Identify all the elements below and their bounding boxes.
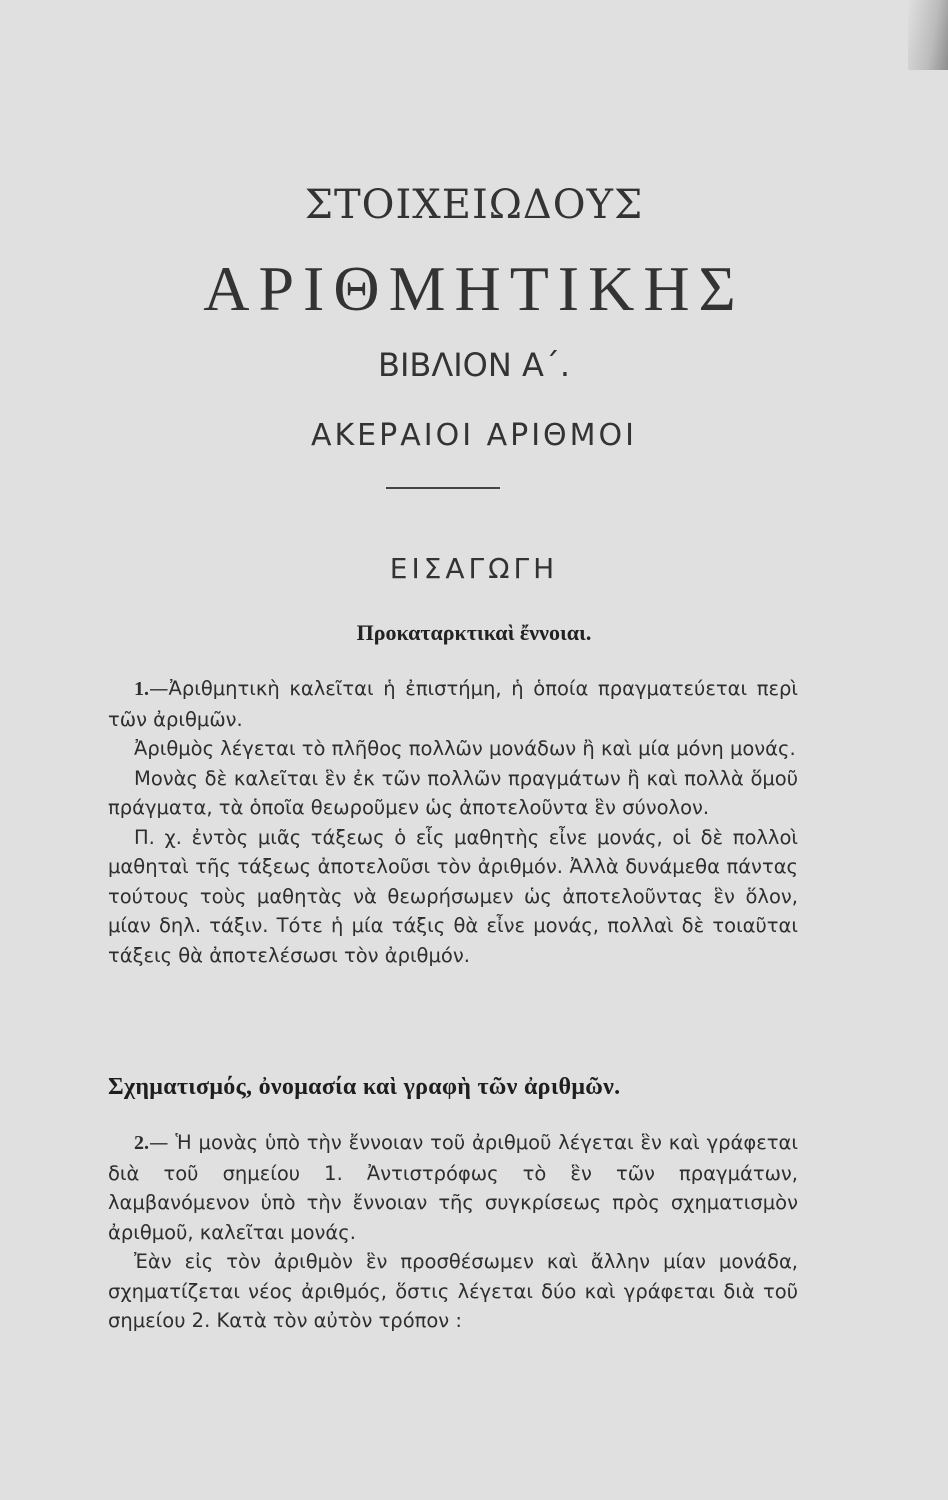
paragraph-5 [108, 1128, 798, 1247]
paragraph-1 [108, 674, 798, 734]
intro-subheading: Προκαταρκτικαὶ ἔννοιαι. [356, 620, 592, 645]
paragraph-6: Ἐὰν εἰς τὸν ἀριθμὸν ἓν προσθέσωμεν καὶ ἄλλην μίαν μονάδα, σχηματίζεται νέος ἀριθμός, ὅστις λέγεται δύο καὶ γράφεται διὰ τοῦ σημείου 2. Κατὰ τὸν αὐτὸν τρόπον : [108, 1250, 798, 1332]
paragraph-2: Ἀριθμὸς λέγεται τὸ πλῆθος πολλῶν μονάδων ἢ καὶ μία μόνη μονάς. [134, 737, 796, 760]
paragraph-4: Π. χ. ἐντὸς μιᾶς τάξεως ὁ εἷς μαθητὴς εἶνε μονάς, οἱ δὲ πολλοὶ μαθηταὶ τῆς τάξεως ἀποτελοῦσι τὸν ἀριθμόν. Ἀλλὰ δυνάμεθα πάντας τούτους τοὺς μαθητὰς νὰ θεωρήσωμεν ὡς ἀποτελοῦντας ἓν ὅλον, μίαν δηλ. τάξιν. Τότε ἡ μία τάξις θὰ εἶνε μονάς, πολλαὶ δὲ τοιαῦται τάξεις θὰ ἀποτελέσωσι τὸν ἀριθμόν. [108, 825, 798, 967]
part-title: ΑΚΕΡΑΙΟΙ ΑΡΙΘΜΟΙ [310, 418, 638, 453]
intro-body [108, 674, 798, 970]
divider-rule [386, 487, 500, 489]
page-edge-shadow [908, 0, 948, 70]
section-body [108, 1128, 798, 1336]
paragraph-3: Μονὰς δὲ καλεῖται ἓν ἐκ τῶν πολλῶν πραγμάτων ἢ καὶ πολλὰ ὅμοῦ πράγματα, τὰ ὁποῖα θεωροῦμεν ὡς ἀποτελοῦντα ἓν σύνολον. [108, 766, 798, 819]
paragraph-number: 1. [134, 678, 149, 700]
paragraph-text: — Ἡ μονὰς ὑπὸ τὴν ἔννοιαν τοῦ ἀριθμοῦ λέγεται ἓν καὶ γράφεται διὰ τοῦ σημείου 1. Ἀντιστρόφως τὸ ἓν τῶν πραγμάτων, λαμβανόμενον ὑπὸ τὴν ἔννοιαν τῆς συγκρίσεως πρὸς σχηματισμὸν ἀριθμοῦ, καλεῖται μονάς. [108, 1131, 798, 1244]
paragraph-text: —Ἀριθμητικὴ καλεῖται ἡ ἐπιστήμη, ἡ ὁποία πραγματεύεται περὶ τῶν ἀριθμῶν. [108, 677, 798, 731]
book-label: ΒΙΒΛΙΟΝ Α΄. [377, 346, 571, 384]
paragraph-number: 2. [134, 1132, 149, 1154]
title-line-2: ΑΡΙΘΜΗΤΙΚΗΣ [203, 253, 745, 324]
section-heading: Σχηματισμός, ὀνομασία καὶ γραφὴ τῶν ἀριθμῶν. [108, 1074, 621, 1100]
intro-heading: ΕΙΣΑΓΩΓΗ [389, 552, 559, 585]
title-line-1: ΣΤΟΙΧΕΙΩΔΟΥΣ [304, 182, 644, 228]
